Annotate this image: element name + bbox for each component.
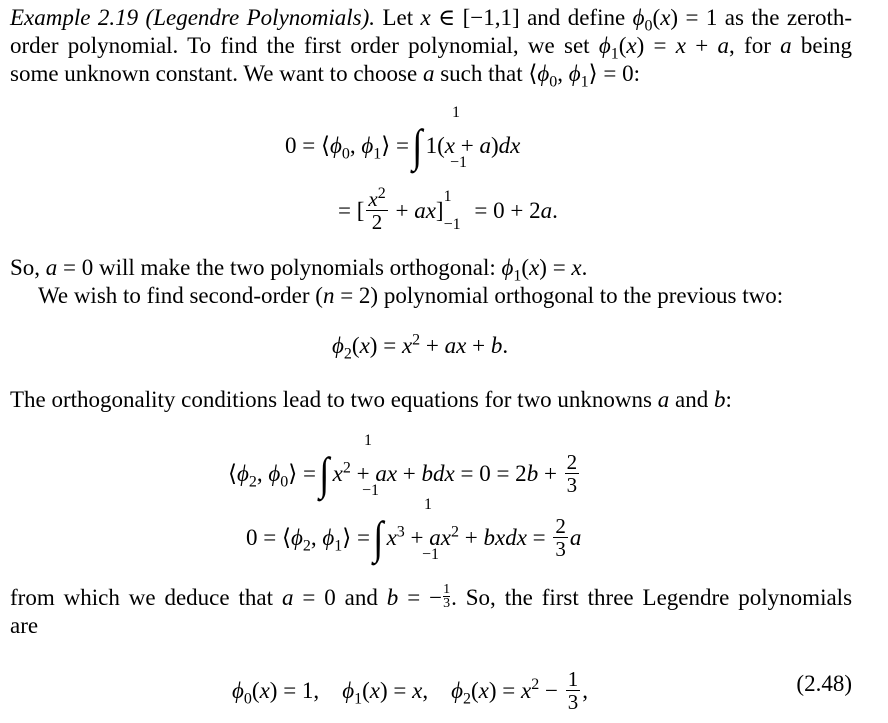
integral-upper-limit: 1 <box>452 104 460 121</box>
equation-inner-product: $0 = ⟨\phi_0$, $\phi_1⟩$ =∫ 1(x + a)dx <box>285 120 521 171</box>
paragraph-deduce-line <box>10 584 852 613</box>
text-orthogonal: will make the two polynomials orthogonal: <box>99 255 496 280</box>
math-n-two: n = 2 <box>322 283 371 308</box>
text-deduce: from which we deduce that <box>10 585 274 610</box>
text-are: are <box>10 613 39 638</box>
equation-evaluated: = [ $\frac{x^2}{2}$ + ax]$^1_{-1}$ = 0 + 2a. <box>338 185 558 234</box>
text-and: and <box>344 585 378 610</box>
text-such-that: such that <box>440 61 523 86</box>
integral-lower-limit: −1 <box>450 154 468 171</box>
text-conditions: The orthogonality conditions lead to two equations for two unknowns <box>10 387 652 412</box>
math-a-zero: a = 0 <box>281 585 336 610</box>
math-a-zero: a = 0 <box>45 255 94 280</box>
equation-number: (2.48) <box>796 671 852 696</box>
integral-lower-limit: −1 <box>362 482 380 499</box>
math-phi1-result: $\phi_1(x) = x$. <box>501 255 588 285</box>
math-phi1-def: $\phi_1(x) = x + a$, <box>598 33 735 63</box>
text-let: Let <box>382 5 414 30</box>
math-phi0-def: $\phi_0(x) = 1$ <box>632 5 718 35</box>
math-x-domain: x ∈ [−1,1] <box>420 5 520 30</box>
equation-phi2-phi1: $0 = ⟨\phi_2$, $\phi_1⟩$ =∫ $x^3 + ax^2$ + bxdx = $\frac{2}{3}$ a <box>246 512 582 563</box>
text-order-polynomial: order polynomial. To find the first order polynomial, we set <box>10 33 590 58</box>
integral-upper-limit: 1 <box>364 432 372 449</box>
math-a: a <box>422 61 435 86</box>
paragraph-line-2 <box>10 32 852 63</box>
math-inner-product-zero: $⟨\phi_0$, $\phi_1⟩ = 0$: <box>528 61 640 91</box>
math-a: a <box>657 387 670 412</box>
equation-phi2-form: $\phi_2(x) = x^2$ + ax + b. <box>332 331 509 363</box>
paragraph-line-3 <box>10 60 640 91</box>
text-we-wish: We wish to find second-order ( <box>38 283 323 308</box>
paragraph-wish-line <box>38 282 783 310</box>
text-being: being <box>800 33 852 58</box>
math-b-value: b = − $\frac{1}{3}$ <box>386 582 451 612</box>
text-so: So, <box>10 255 41 280</box>
example-heading: Example 2.19 (Legendre Polynomials). <box>10 5 376 30</box>
paragraph-conditions-line: The orthogonality conditions lead to two equations for two unknowns a and b: <box>10 387 732 412</box>
integral-lower-limit: −1 <box>422 546 440 563</box>
integral-upper-limit: 1 <box>424 496 432 513</box>
text-previous-two: ) polynomial orthogonal to the previous two: <box>370 283 784 308</box>
text-and-define: and define <box>527 5 626 30</box>
text-first-three: . So, the first three Legendre polynomials <box>451 585 853 610</box>
text-unknown-constant: some unknown constant. We want to choose <box>10 61 418 86</box>
equation-legendre-result: $\phi_0(x) = 1$, $\phi_1(x) = x$, $\phi_2(x) = x^2$ − $\frac{1}{3}$ , <box>232 667 588 714</box>
text-for: for <box>744 33 771 58</box>
text-and: and <box>675 387 709 412</box>
paragraph-so-line <box>10 254 588 285</box>
paragraph-are-line <box>10 612 38 640</box>
math-b: b <box>713 387 726 412</box>
text-zeroth: as the zeroth- <box>724 5 853 30</box>
math-a: a <box>780 33 792 58</box>
paragraph-line-1 <box>10 4 853 35</box>
equation-phi2-phi0: $⟨\phi_2$, $\phi_0⟩$ =∫ $x^2$ + ax + bdx = 0 = 2b + $\frac{2}{3}$ <box>228 448 578 499</box>
